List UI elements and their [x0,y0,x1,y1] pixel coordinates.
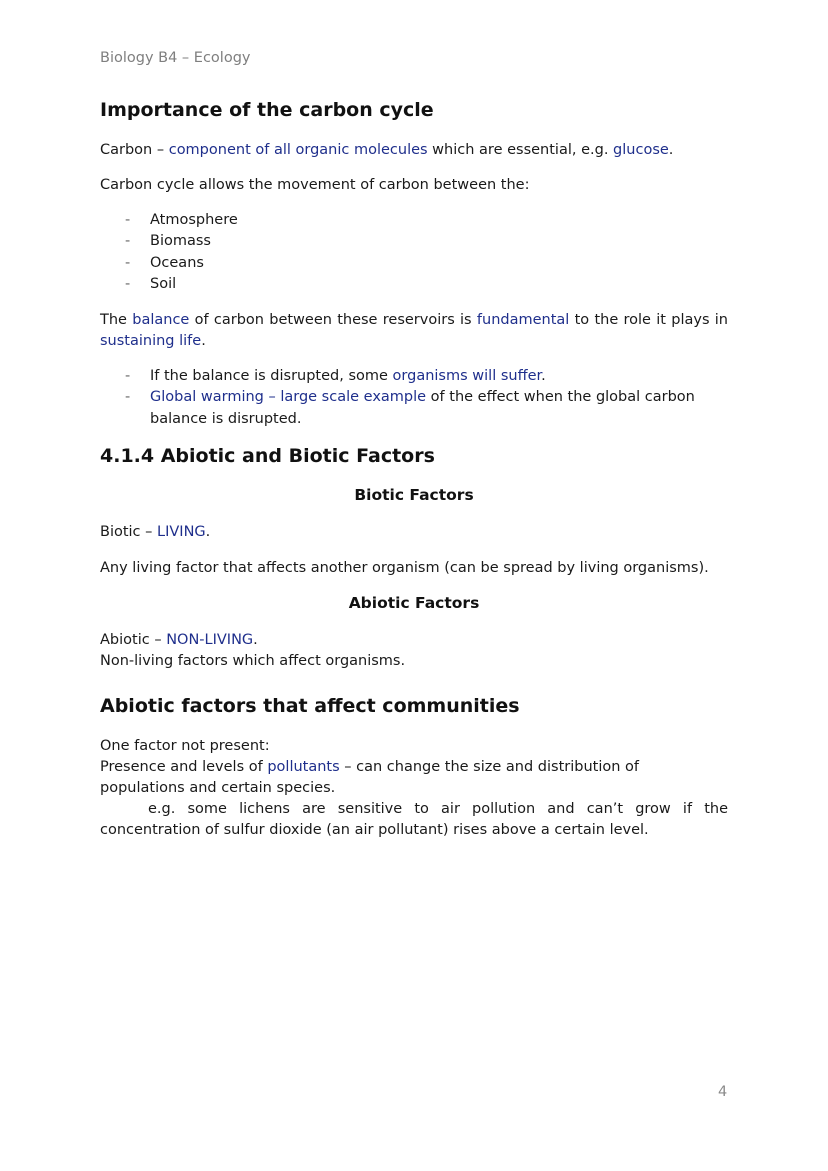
abiotic-def-prefix: Abiotic – [100,632,167,648]
abiotic-definition [100,630,728,651]
abiotic-description: Non-living factors which affect organisms. [100,653,406,669]
abiotic-def-suffix: . [253,632,258,648]
balance-text: The [100,312,133,328]
bullet-text: of the effect when the global carbon balance is disrupted. [150,389,695,427]
global-warming-highlight: Global warming – large scale example [150,389,427,406]
reservoir-label: Atmosphere [150,212,238,228]
list-item [100,231,728,252]
reservoir-label: Soil [150,275,177,292]
list-item [100,253,728,274]
pollutants-paragraph [100,757,728,799]
heading-abiotic-factors: Abiotic Factors [348,594,480,612]
pollutants-suffix: – can change the size and distribution of populations and certain species. [100,759,640,796]
carbon-definition [100,140,728,161]
running-header: Biology B4 – Ecology [100,50,251,66]
balance-text: to the role it plays in [569,312,728,328]
balance-text: of carbon between these reservoirs is [189,312,477,328]
balance-text: . [201,333,206,349]
carbon-def-prefix: Carbon – [100,142,169,158]
dash-bullet: - [125,254,131,271]
carbon-def-suffix: . [668,142,674,158]
heading-abiotic-biotic: 4.1.4 Abiotic and Biotic Factors [100,445,435,467]
reservoir-list [100,210,728,295]
dash-bullet: - [125,389,131,406]
dash-bullet: - [125,212,131,228]
list-item [100,366,728,387]
page-number: 4 [718,1084,728,1100]
pollutants-highlight: pollutants [267,759,340,775]
biotic-description: Any living factor that affects another organism (can be spread by living organisms). [100,560,709,576]
dash-bullet: - [125,233,131,250]
communities-intro: One factor not present: [100,738,270,754]
bullet-text: If the balance is disrupted, some [150,368,393,384]
carbon-def-middle: which are essential, e.g. [427,142,614,158]
reservoir-label: Biomass [150,233,211,250]
carbon-def-highlight-glucose: glucose [613,142,669,158]
heading-carbon-cycle: Importance of the carbon cycle [100,99,434,121]
carbon-def-highlight-organic: component of all organic molecules [168,142,428,158]
organisms-suffer-highlight: organisms will suffer [392,368,542,384]
balance-paragraph [100,310,728,352]
biotic-def-prefix: Biotic – [100,524,158,540]
pollutants-prefix: Presence and levels of [100,759,268,775]
reservoir-label: Oceans [150,254,204,271]
dash-bullet: - [125,368,131,384]
list-item [100,274,728,295]
biotic-definition [100,522,728,543]
biotic-def-suffix: . [205,524,211,540]
heading-communities: Abiotic factors that affect communities [100,695,520,717]
bullet-text: . [541,368,546,384]
sustaining-life-highlight: sustaining life [100,333,202,349]
lichen-example [100,799,728,841]
fundamental-highlight: fundamental [476,312,570,328]
balance-bullets [100,366,728,430]
list-item [100,387,728,430]
movement-intro: Carbon cycle allows the movement of carbon between the: [100,177,530,193]
non-living-highlight: NON-LIVING [166,632,254,648]
living-highlight: LIVING [157,524,206,540]
list-item [100,210,728,231]
heading-biotic-factors: Biotic Factors [354,486,474,504]
dash-bullet: - [125,275,131,292]
balance-highlight: balance [132,312,190,328]
lichen-example-text: e.g. some lichens are sensitive to air pollution and can’t grow if the concentration of sulfur dioxide (an air pollutant) rises above a certain level. [100,801,728,838]
